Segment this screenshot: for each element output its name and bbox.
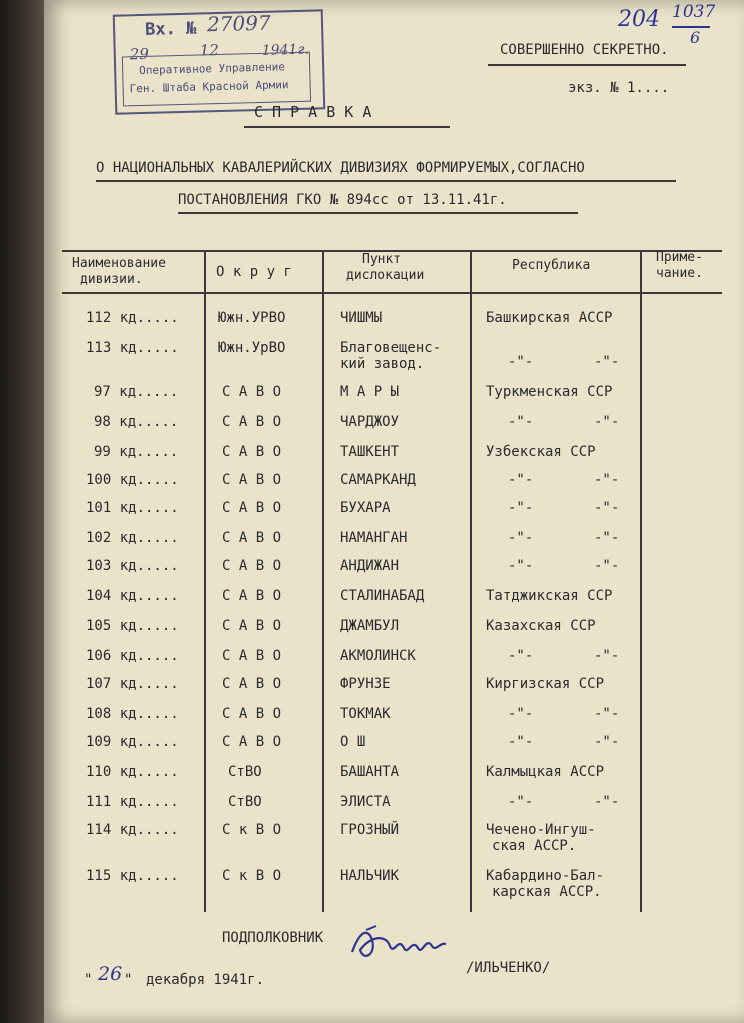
date-day-handwritten: 26: [98, 963, 123, 985]
corner-number-c: 6: [690, 28, 701, 47]
date-quote-open: ": [84, 972, 93, 988]
division-cell: 109 кд.....: [86, 734, 179, 750]
location-cell: АНДИЖАН: [340, 558, 400, 574]
stamp-org-box: [122, 52, 311, 107]
district-cell: С А В О: [222, 530, 282, 546]
ditto-mark: -"-: [594, 500, 620, 516]
ditto-mark: -"-: [508, 530, 534, 546]
district-cell: СтВО: [228, 764, 262, 780]
location-cell: М А Р Ы: [340, 384, 400, 400]
subject-line2: ПОСТАНОВЛЕНИЯ ГКО № 894сс от 13.11.41г.: [178, 192, 507, 208]
location-cell: ТАШКЕНТ: [340, 444, 400, 460]
division-cell: 112 кд.....: [86, 310, 179, 326]
location-cell: САМАРКАНД: [340, 472, 416, 488]
table-divider-3: [470, 250, 472, 912]
subject-line2-underline: [178, 212, 578, 214]
stamp-number-value: 27097: [206, 10, 271, 37]
ditto-mark: -"-: [508, 648, 534, 664]
location-cell: БУХАРА: [340, 500, 391, 516]
header-location-2: дислокации: [346, 268, 425, 283]
table-divider-4: [640, 250, 642, 912]
district-cell: С А В О: [222, 500, 282, 516]
ditto-mark: -"-: [508, 414, 534, 430]
corner-number-b: 1037: [672, 2, 716, 22]
stamp-date-day: 29: [129, 44, 150, 64]
ditto-mark: -"-: [594, 530, 620, 546]
district-cell: С А В О: [222, 648, 282, 664]
location-cell: НАЛЬЧИК: [340, 868, 400, 884]
district-cell: С А В О: [222, 618, 282, 634]
location-cell: БАШАНТА: [340, 764, 400, 780]
district-cell: С А В О: [222, 414, 282, 430]
republic-cell: Калмыцкая АССР: [486, 764, 605, 780]
ditto-mark: -"-: [508, 500, 534, 516]
location-cell: О Ш: [340, 734, 366, 750]
header-location-1: Пункт: [362, 252, 402, 267]
republic-cell: Казахская ССР: [486, 618, 596, 634]
division-cell: 100 кд.....: [86, 472, 179, 488]
division-cell: 97 кд.....: [94, 384, 179, 400]
republic-cell-line2: карская АССР.: [492, 884, 602, 900]
stamp-number-label: Вх. №: [144, 18, 197, 40]
division-cell: 105 кд.....: [86, 618, 179, 634]
ditto-mark: -"-: [508, 794, 534, 810]
ditto-mark: -"-: [508, 734, 534, 750]
republic-cell: Башкирская АССР: [486, 310, 613, 326]
ditto-mark: -"-: [594, 558, 620, 574]
district-cell: С А В О: [222, 472, 282, 488]
location-cell: ЧИШМЫ: [340, 310, 383, 326]
header-district: О к р у г: [216, 264, 292, 280]
classification-label: СОВЕРШЕННО СЕКРЕТНО.: [500, 42, 669, 58]
district-cell: Южн.УРВО: [218, 310, 286, 326]
division-cell: 106 кд.....: [86, 648, 179, 664]
stamp-date-month: 12: [199, 41, 220, 60]
division-cell: 98 кд.....: [94, 414, 179, 430]
location-cell-line2: кий завод.: [340, 356, 425, 372]
table-header-border: [62, 292, 722, 294]
stamp-org-line1: Оперативное Управление: [139, 60, 286, 78]
district-cell: С к В О: [222, 822, 282, 838]
ditto-mark: -"-: [508, 354, 534, 370]
location-cell: ГРОЗНЫЙ: [340, 822, 400, 838]
district-cell: С А В О: [222, 558, 282, 574]
republic-cell: Узбекская ССР: [486, 444, 596, 460]
location-cell: СТАЛИНАБАД: [340, 588, 425, 604]
division-cell: 103 кд.....: [86, 558, 179, 574]
classification-underline: [488, 64, 686, 66]
division-cell: 113 кд.....: [86, 340, 179, 356]
division-cell: 101 кд.....: [86, 500, 179, 516]
ditto-mark: -"-: [594, 794, 620, 810]
district-cell: С А В О: [222, 676, 282, 692]
district-cell: С А В О: [222, 706, 282, 722]
location-cell: ЭЛИСТА: [340, 794, 391, 810]
district-cell: Южн.УрВО: [218, 340, 286, 356]
district-cell: С к В О: [222, 868, 282, 884]
republic-cell: Кабардино-Бал-: [486, 868, 605, 884]
date-quote-close: ": [124, 972, 133, 988]
document-title: С П Р А В К А: [254, 103, 372, 121]
ditto-mark: -"-: [594, 706, 620, 722]
table-divider-1: [204, 250, 206, 912]
district-cell: С А В О: [222, 444, 282, 460]
republic-cell: Туркменская ССР: [486, 384, 613, 400]
title-underline: [244, 126, 450, 128]
republic-cell: Киргизская ССР: [486, 676, 605, 692]
location-cell: ЧАРДЖОУ: [340, 414, 400, 430]
republic-cell-line2: ская АССР.: [492, 838, 577, 854]
division-cell: 111 кд.....: [86, 794, 179, 810]
date-rest: декабря 1941г.: [146, 972, 265, 988]
division-cell: 115 кд.....: [86, 868, 179, 884]
division-cell: 114 кд.....: [86, 822, 179, 838]
table-divider-2: [322, 250, 324, 912]
subject-line1: О НАЦИОНАЛЬНЫХ КАВАЛЕРИЙСКИХ ДИВИЗИЯХ ФОРМИРУЕМЫХ,СОГЛАСНО: [96, 160, 585, 176]
ditto-mark: -"-: [508, 558, 534, 574]
ditto-mark: -"-: [594, 734, 620, 750]
stamp-date-year: 1941г.: [261, 41, 310, 59]
header-division-1: Наименование: [72, 256, 166, 271]
republic-cell: Чечено-Ингуш-: [486, 822, 596, 838]
ditto-mark: -"-: [594, 354, 620, 370]
division-cell: 110 кд.....: [86, 764, 179, 780]
ditto-mark: -"-: [508, 706, 534, 722]
location-cell: АКМОЛИНСК: [340, 648, 416, 664]
ditto-mark: -"-: [594, 472, 620, 488]
binding-edge: [0, 0, 46, 1023]
ditto-mark: -"-: [594, 648, 620, 664]
incoming-stamp: [113, 9, 326, 114]
location-cell: ФРУНЗЕ: [340, 676, 391, 692]
location-cell: Благовещенс-: [340, 340, 442, 356]
district-cell: С А В О: [222, 384, 282, 400]
republic-cell: Татджикская ССР: [486, 588, 613, 604]
header-republic: Республика: [512, 258, 591, 273]
signer-rank: ПОДПОЛКОВНИК: [222, 930, 324, 946]
location-cell: ТОКМАК: [340, 706, 391, 722]
header-note-1: Приме-: [656, 250, 703, 265]
ditto-mark: -"-: [594, 414, 620, 430]
signature: [346, 922, 456, 970]
district-cell: СтВО: [228, 794, 262, 810]
district-cell: С А В О: [222, 734, 282, 750]
division-cell: 108 кд.....: [86, 706, 179, 722]
ditto-mark: -"-: [508, 472, 534, 488]
stamp-org-line2: Ген. Штаба Красной Армии: [129, 78, 289, 96]
header-division-2: дивизии.: [80, 272, 143, 287]
corner-number-a: 204: [618, 7, 660, 32]
division-cell: 102 кд.....: [86, 530, 179, 546]
location-cell: ДЖАМБУЛ: [340, 618, 400, 634]
copy-number: экз. № 1....: [568, 80, 670, 96]
header-note-2: чание.: [656, 266, 703, 281]
subject-line1-underline: [96, 180, 676, 182]
location-cell: НАМАНГАН: [340, 530, 408, 546]
division-cell: 99 кд.....: [94, 444, 179, 460]
signer-name: /ИЛЬЧЕНКО/: [466, 960, 551, 976]
division-cell: 107 кд.....: [86, 676, 179, 692]
district-cell: С А В О: [222, 588, 282, 604]
division-cell: 104 кд.....: [86, 588, 179, 604]
